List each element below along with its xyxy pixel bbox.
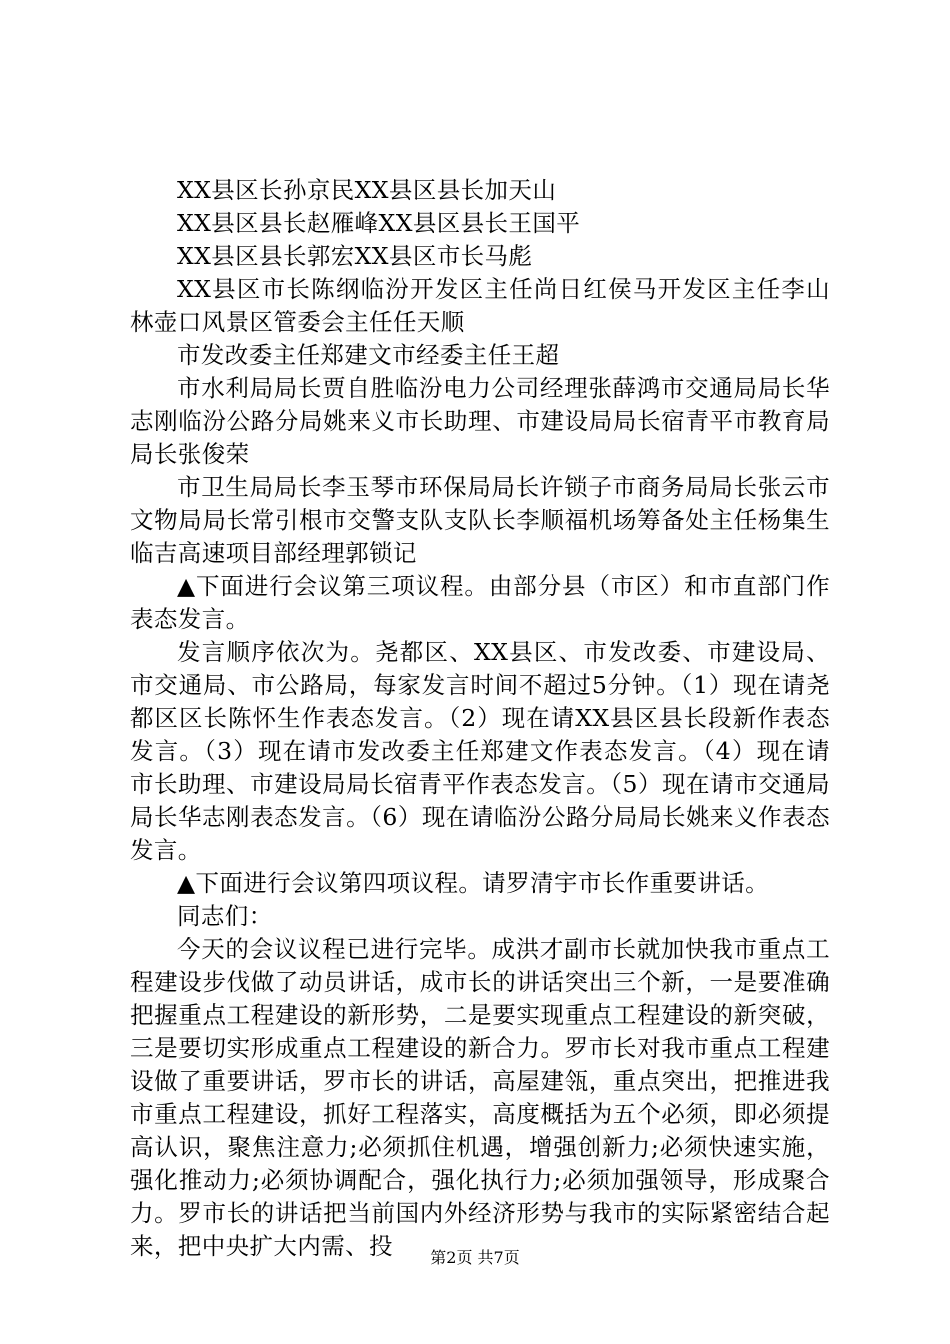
paragraph-3: XX县区县长郭宏XX县区市长马彪: [177, 242, 533, 270]
paragraph-11: 同志们：: [177, 902, 273, 930]
paragraph-5: 市发改委主任郑建文市经委主任王超: [177, 341, 560, 369]
paragraph-4: XX县区市长陈纲临汾开发区主任尚日红侯马开发区主任李山林壶口风景区管委会主任任天顺: [130, 275, 830, 336]
paragraph-9: 发言顺序依次为。尧都区、XX县区、市发改委、市建设局、市交通局、市公路局，每家发言时间不超过5分钟。（1）现在请尧都区区长陈怀生作表态发言。（2）现在请XX县区县长段新作表态发言。（3）现在请市发改委主任郑建文作表态发言。（4）现在请市长助理、市建设局局长宿青平作表态发言。（5）现在请市交通局局长华志刚表态发言。（6）现在请临汾公路分局局长姚来义作表态发言。: [130, 638, 830, 864]
paragraph-2: XX县区县长赵雁峰XX县区县长王国平: [177, 209, 581, 237]
page-number-footer: 第2页 共7页: [430, 1248, 520, 1267]
document-body: [130, 174, 830, 1263]
paragraph-7: 市卫生局局长李玉琴市环保局局长许锁子市商务局局长张云市文物局局长常引根市交警支队支队长李顺福机场筹备处主任杨集生临吉高速项目部经理郭锁记: [130, 473, 830, 567]
paragraph-10: ▲下面进行会议第四项议程。请罗清宇市长作重要讲话。: [177, 869, 770, 897]
paragraph-1: XX县区长孙京民XX县区县长加天山: [177, 176, 557, 204]
paragraph-12: 今天的会议议程已进行完毕。成洪才副市长就加快我市重点工程建设步伐做了动员讲话，成市长的讲话突出三个新，一是要准确把握重点工程建设的新形势，二是要实现重点工程建设的新突破，三是要切实形成重点工程建设的新合力。罗市长对我市重点工程建设做了重要讲话，罗市长的讲话，高屋建瓴，重点突出，把推进我市重点工程建设，抓好工程落实，高度概括为五个必须，即必须提高认识，聚焦注意力;必须抓住机遇，增强创新力;必须快速实施，强化推动力;必须协调配合，强化执行力;必须加强领导，形成聚合力。罗市长的讲话把当前国内外经济形势与我市的实际紧密结合起来，把中央扩大内需、投: [130, 935, 830, 1260]
paragraph-8: ▲下面进行会议第三项议程。由部分县（市区）和市直部门作表态发言。: [130, 572, 830, 633]
paragraph-6: 市水利局局长贾自胜临汾电力公司经理张薛鸿市交通局局长华志刚临汾公路分局姚来义市长助理、市建设局局长宿青平市教育局局长张俊荣: [130, 374, 830, 468]
